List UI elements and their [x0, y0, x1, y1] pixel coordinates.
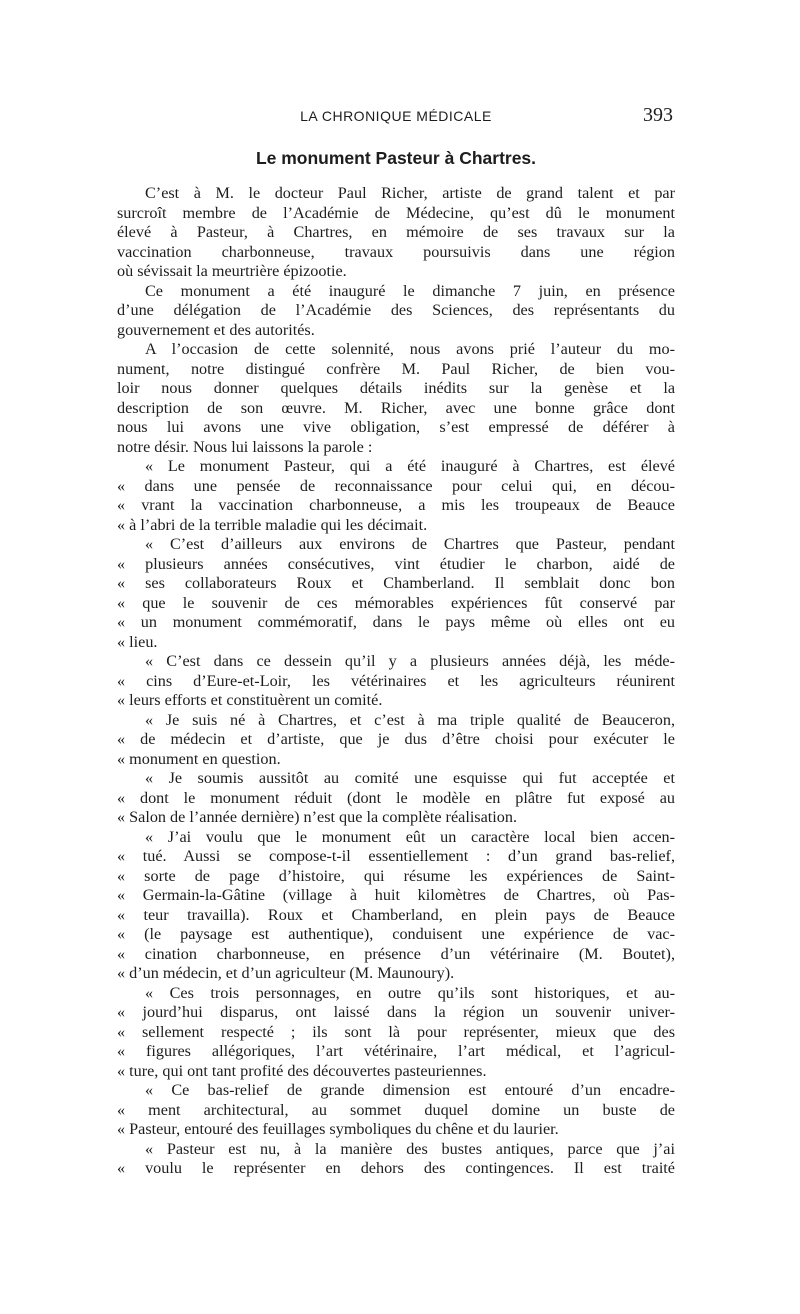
- text-line: vaccination charbonneuse, travaux poursuivis dans une région: [117, 242, 675, 261]
- text-line: « Ces trois personnages, en outre qu’ils sont historiques, et au-: [145, 983, 675, 1002]
- text-line: « que le souvenir de ces mémorables expériences fût conservé par: [117, 593, 675, 612]
- text-line: C’est à M. le docteur Paul Richer, artiste de grand talent et par: [145, 184, 675, 202]
- text-line: « Je soumis aussitôt au comité une esquisse qui fut acceptée et: [145, 769, 675, 787]
- text-line: « cins d’Eure-et-Loir, les vétérinaires et les agriculteurs réunirent: [117, 671, 675, 690]
- text-line: A l’occasion de cette solennité, nous avons prié l’auteur du mo-: [145, 340, 675, 358]
- text-line: « J’ai voulu que le monument eût un caractère local bien accen-: [145, 827, 675, 846]
- text-line: notre désir. Nous lui laissons la parole :: [117, 437, 373, 456]
- text-line: « Pasteur est nu, à la manière des bustes antiques, parce que j’ai: [145, 1139, 675, 1158]
- text-line: « cination charbonneuse, en présence d’un vétérinaire (M. Boutet),: [117, 944, 675, 963]
- text-line: « dont le monument réduit (dont le modèle en plâtre fut exposé au: [117, 788, 675, 807]
- text-line: « sorte de page d’histoire, qui résume les expériences de Saint-: [117, 866, 675, 885]
- text-line: « C’est dans ce dessein qu’il y a plusieurs années déjà, les méde-: [145, 652, 675, 670]
- text-line: « voulu le représenter en dehors des contingences. Il est traité: [117, 1159, 675, 1177]
- text-line: « lieu.: [117, 632, 158, 651]
- text-line: « un monument commémoratif, dans le pays même où elles ont eu: [117, 613, 675, 631]
- text-line: « plusieurs années consécutives, vint étudier le charbon, aidé de: [117, 554, 675, 573]
- text-line: d’une délégation de l’Académie des Sciences, des représentants du: [117, 301, 675, 319]
- text-line: « monument en question.: [117, 749, 281, 768]
- running-title: LA CHRONIQUE MÉDICALE: [300, 108, 492, 124]
- text-line: « à l’abri de la terrible maladie qui les décimait.: [117, 515, 428, 534]
- article-title: Le monument Pasteur à Chartres.: [255, 148, 537, 168]
- text-line: « jourd’hui disparus, ont laissé dans la région un souvenir univer-: [117, 1003, 675, 1021]
- text-line: « ture, qui ont tant profité des découvertes pasteuriennes.: [117, 1061, 487, 1080]
- text-line: « Le monument Pasteur, qui a été inauguré à Chartres, est élevé: [145, 457, 675, 475]
- text-line: « sellement respecté ; ils sont là pour représenter, mieux que des: [117, 1022, 675, 1041]
- page-number: 393: [643, 104, 673, 126]
- text-line: « Germain-la-Gâtine (village à huit kilomètres de Chartres, où Pas-: [117, 886, 675, 904]
- text-line: description de son œuvre. M. Richer, avec une bonne grâce dont: [117, 398, 675, 417]
- text-line: « figures allégoriques, l’art vétérinaire, l’art médical, et l’agricul-: [117, 1042, 675, 1060]
- text-line: où sévissait la meurtrière épizootie.: [117, 262, 347, 280]
- text-line: « (le paysage est authentique), conduisent une expérience de vac-: [117, 925, 675, 943]
- text-line: « d’un médecin, et d’un agriculteur (M. Maunoury).: [117, 964, 455, 982]
- text-line: « Ce bas-relief de grande dimension est entouré d’un encadre-: [145, 1081, 675, 1099]
- text-line: « Pasteur, entouré des feuillages symboliques du chêne et du laurier.: [117, 1120, 559, 1138]
- text-line: « leurs efforts et constituèrent un comité.: [117, 691, 383, 709]
- text-line: « Salon de l’année dernière) n’est que la complète réalisation.: [117, 808, 518, 826]
- text-line: loir nous donner quelques détails inédits sur la genèse et la: [117, 379, 675, 397]
- text-line: gouvernement et des autorités.: [117, 320, 315, 339]
- text-line: Ce monument a été inauguré le dimanche 7 juin, en présence: [145, 281, 675, 300]
- text-line: « teur travailla). Roux et Chamberland, en plein pays de Beauce: [117, 905, 675, 924]
- text-line: « Je suis né à Chartres, et c’est à ma triple qualité de Beauceron,: [145, 710, 675, 729]
- text-line: « dans une pensée de reconnaissance pour celui qui, en décou-: [117, 476, 675, 495]
- article-body: [117, 184, 675, 1179]
- page-header: [117, 104, 675, 132]
- text-line: nous lui avons une vive obligation, s’est empressé de déférer à: [117, 418, 675, 436]
- text-line: « C’est d’ailleurs aux environs de Chartres que Pasteur, pendant: [145, 535, 675, 553]
- text-line: surcroît membre de l’Académie de Médecine, qu’est dû le monument: [117, 203, 675, 222]
- text-line: « tué. Aussi se compose-t-il essentiellement : d’un grand bas-relief,: [117, 847, 675, 865]
- text-line: nument, notre distingué confrère M. Paul Richer, de bien vou-: [117, 359, 675, 378]
- text-line: « de médecin et d’artiste, que je dus d’être choisi pour exécuter le: [117, 730, 675, 748]
- text-line: « ses collaborateurs Roux et Chamberland. Il semblait donc bon: [117, 574, 675, 592]
- text-line: « ment architectural, au sommet duquel domine un buste de: [117, 1100, 675, 1119]
- text-line: élevé à Pasteur, à Chartres, en mémoire de ses travaux sur la: [117, 223, 675, 241]
- text-line: « vrant la vaccination charbonneuse, a mis les troupeaux de Beauce: [117, 496, 675, 514]
